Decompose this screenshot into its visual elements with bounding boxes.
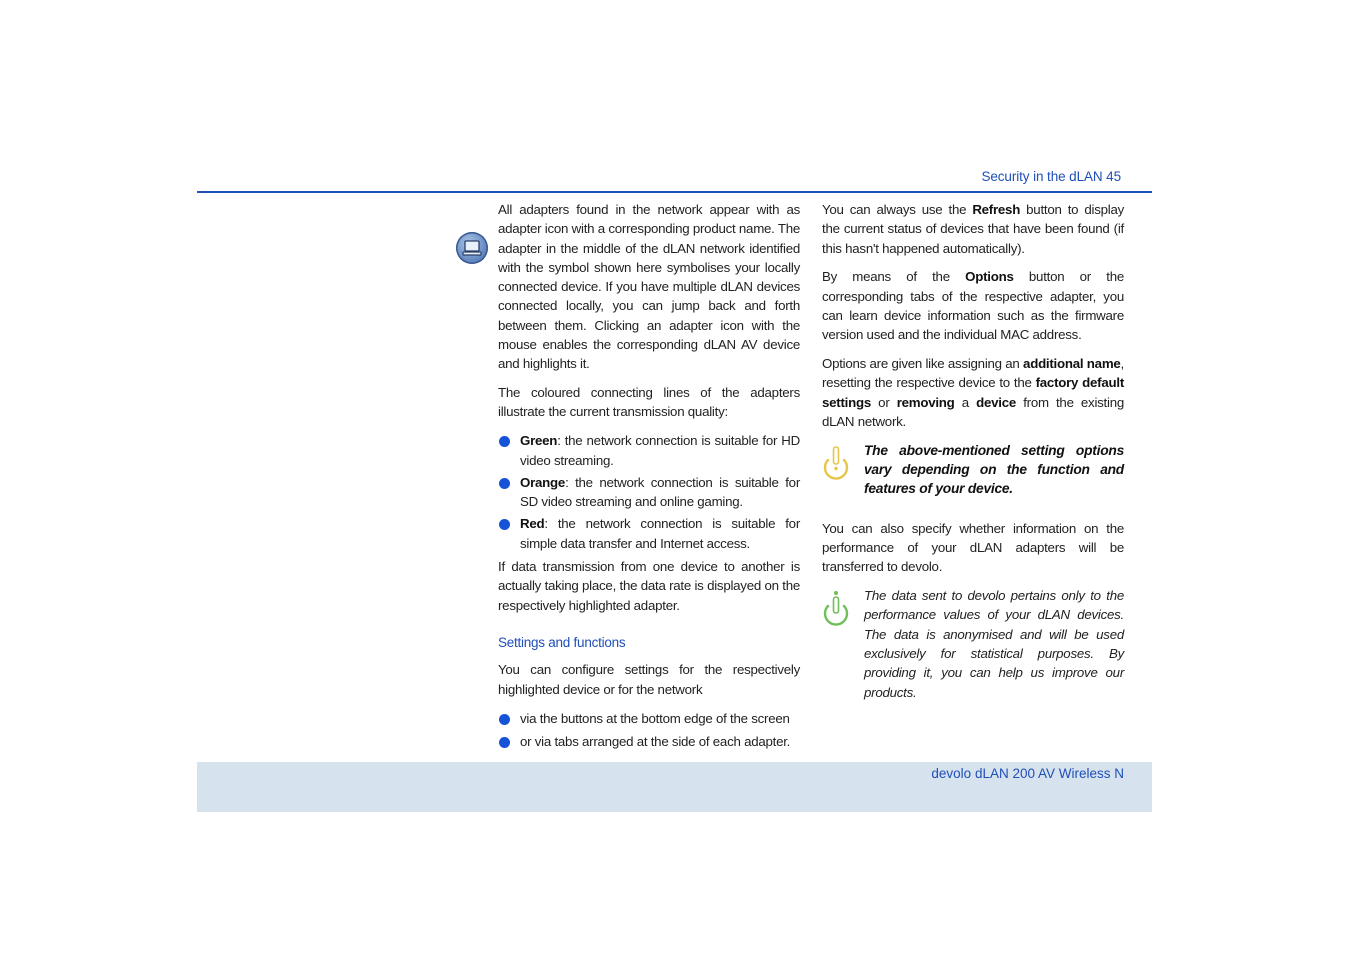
info-note [822,586,1124,702]
options-term: Options [965,269,1014,285]
left-column [498,200,800,755]
warning-icon [822,443,850,488]
page-header [197,167,1152,193]
quality-list [498,431,800,553]
local-device-icon [456,232,488,264]
quality-term: Orange [520,474,566,490]
bullet-icon [499,714,510,725]
info-icon [822,588,850,633]
options-paragraph: By means of the Options button or the corresponding tabs of the respective adapter, you can learn device information such as the firmware version used and the individual MAC address. [822,269,1124,343]
way-text: via the buttons at the bottom edge of the screen [520,710,790,726]
quality-desc: : the network connection is suitable for HD video streaming. [520,433,800,468]
way-text: or via tabs arranged at the side of each adapter. [520,734,791,750]
data-rate-paragraph: If data transmission from one device to another is actually taking place, the data rate is displayed on the respectively highlighted adapter. [498,559,800,613]
product-name: devolo dLAN 200 AV Wireless N [931,766,1124,781]
right-column [822,200,1124,714]
section-heading: Settings and functions [498,634,626,650]
info-text: The data sent to devolo pertains only to the performance values of your dLAN devices. The data is anonymised and will be used exclusively for statistical purposes. By providing it, you can help us improve our products. [864,588,1124,700]
list-item [498,732,800,751]
bullet-icon [499,737,510,748]
running-header: Security in the dLAN 45 [981,169,1121,184]
quality-term: Green [520,433,558,449]
refresh-paragraph: You can always use the Refresh button to display the current status of devices that have been found (if this hasn't happened automatically). [822,202,1124,256]
list-item [498,709,800,728]
bullet-icon [499,478,510,489]
warning-text: The above-mentioned setting options vary depending on the function and features of your device. [864,442,1124,497]
warning-note [822,441,1124,499]
transfer-paragraph: You can also specify whether information on the performance of your dLAN adapters will be transferred to devolo. [822,520,1124,575]
list-item [498,473,800,512]
quality-desc: : the network connection is suitable for simple data transfer and Internet access. [520,516,800,551]
quality-term: Red [520,516,545,532]
list-item [498,431,800,470]
quality-intro: The coloured connecting lines of the adapters illustrate the current transmission quality: [498,385,800,420]
bullet-icon [499,519,510,530]
footer-band [197,762,1152,812]
bullet-icon [499,436,510,447]
intro-paragraph: All adapters found in the network appear with as adapter icon with a corresponding product name. The adapter in the middle of the dLAN network identified with the symbol shown here symbolises your locally connected device. If you have multiple dLAN devices connected locally, you can jump back and forth between them. Clicking an adapter icon with the mouse enables the corresponding dLAN AV device and highlights it. [498,202,800,372]
refresh-term: Refresh [972,202,1021,217]
list-item [498,514,800,553]
configure-paragraph: You can configure settings for the respectively highlighted device or for the network [498,662,800,697]
quality-desc: : the network connection is suitable for SD video streaming and online gaming. [520,474,800,510]
options-list-paragraph: Options are given like assigning an additional name, resetting the respective device to the factory default settings or removing a device from the existing dLAN network. [822,356,1124,429]
ways-list [498,709,800,752]
